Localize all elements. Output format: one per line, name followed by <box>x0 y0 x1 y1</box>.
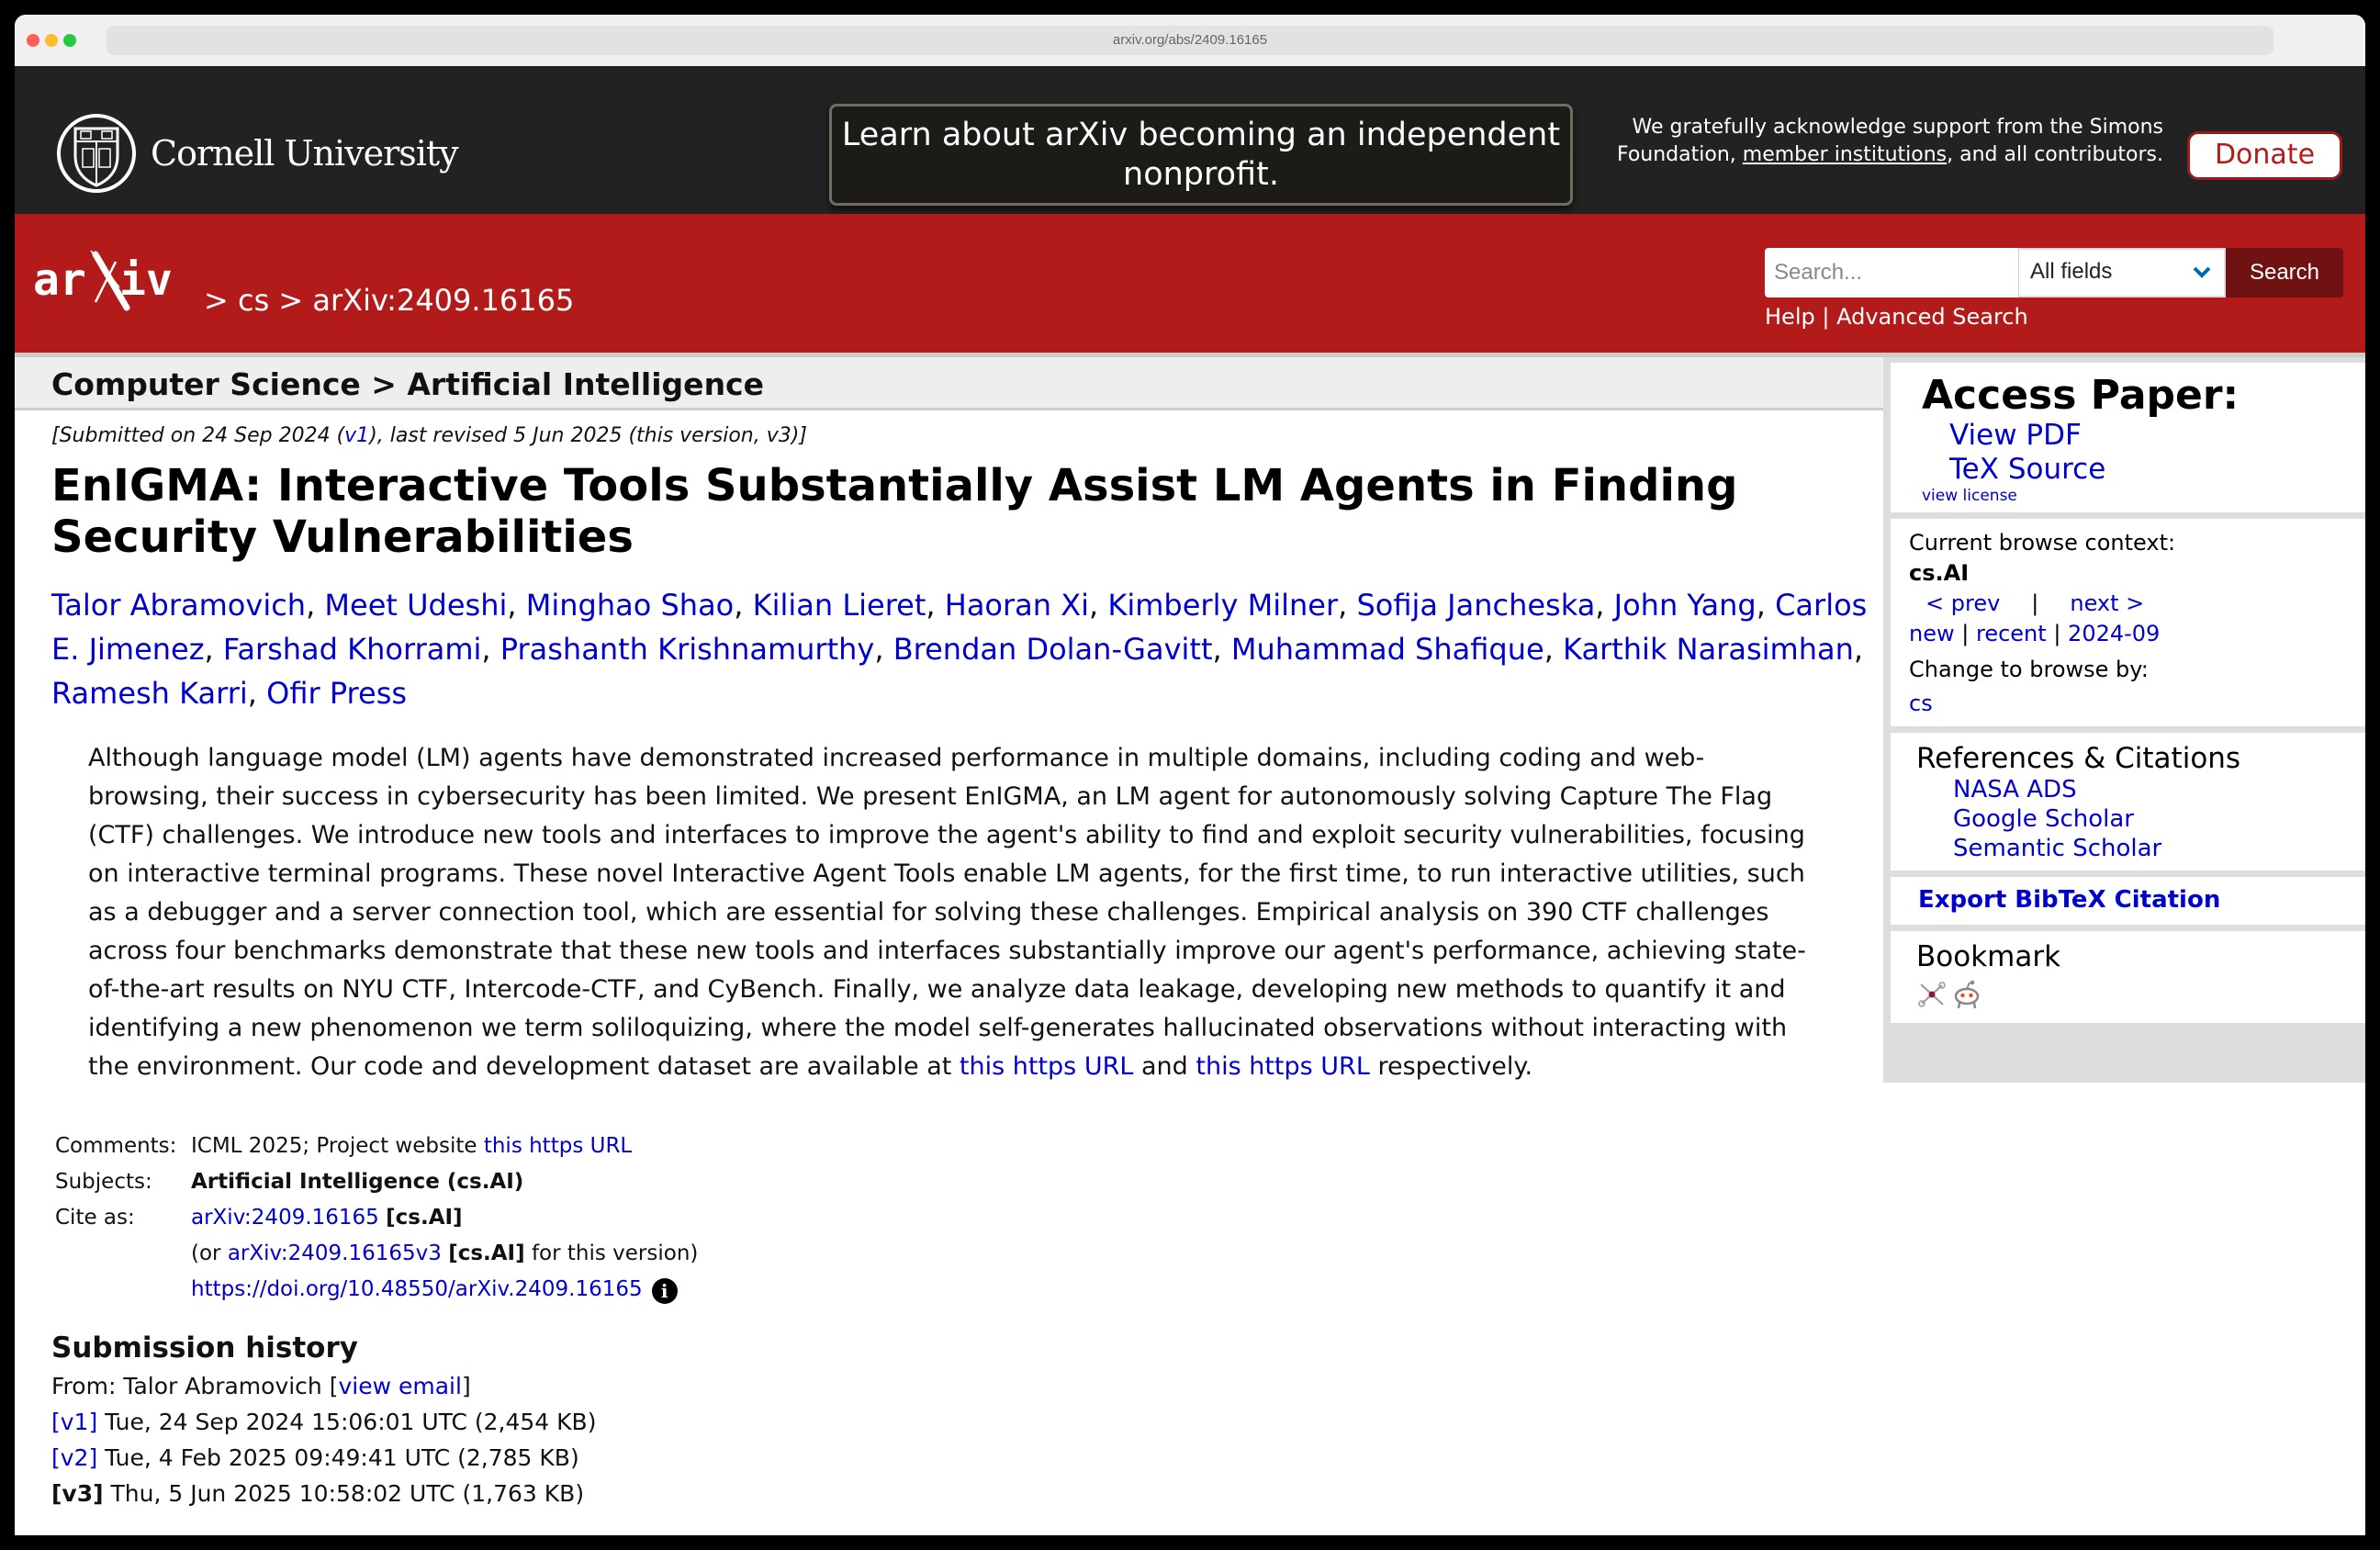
header-breadcrumb: > cs > arXiv:2409.16165 <box>204 283 575 318</box>
cite-id-link[interactable]: arXiv:2409.16165 <box>191 1206 379 1230</box>
browse-context-box: Current browse context: cs.AI < prev | next > new | recent | 2024-09 Change to browse by: cs <box>1891 519 2365 726</box>
prev-link[interactable]: < prev <box>1925 590 2001 616</box>
nonprofit-banner-link[interactable]: Learn about arXiv becoming an independent nonprofit. <box>829 104 1573 206</box>
svg-text:ar: ar <box>33 254 86 306</box>
help-link[interactable]: Help <box>1765 304 1815 330</box>
nasa-ads-link[interactable]: NASA ADS <box>1953 776 2077 803</box>
author-link[interactable]: Carlos E. Jimenez <box>51 588 1868 667</box>
author-link[interactable]: Sofija Jancheska <box>1356 588 1596 623</box>
submission-history-heading: Submission history <box>51 1331 358 1365</box>
next-link[interactable]: next > <box>2070 590 2145 616</box>
tex-source-link[interactable]: TeX Source <box>1949 453 2106 486</box>
access-paper-heading: Access Paper: <box>1922 372 2240 419</box>
author-link[interactable]: Ofir Press <box>266 676 408 711</box>
month-link[interactable]: 2024-09 <box>2068 621 2161 646</box>
doi-link[interactable]: https://doi.org/10.48550/arXiv.2409.16165 <box>191 1277 643 1301</box>
search-help-links: Help | Advanced Search <box>1765 304 2028 330</box>
author-link[interactable]: Minghao Shao <box>525 588 735 623</box>
author-link[interactable]: Talor Abramovich <box>51 588 307 623</box>
metadata-table: Comments: ICML 2025; Project website this https URL Subjects: Artificial Intelligence (cs.AI) Cite as: arXiv:2409.16165 [cs.AI] (or arXiv:2409.16165v3 [cs.AI] for this version) https://doi.org/10.48550/arXiv.2409.16165 i <box>55 1129 1883 1308</box>
submission-history <box>51 1368 1883 1511</box>
author-link[interactable]: John Yang <box>1613 588 1757 623</box>
browser-window <box>15 15 2365 1535</box>
breadcrumb-paper-id: arXiv:2409.16165 <box>312 283 575 318</box>
search-button[interactable]: Search <box>2226 248 2343 298</box>
institution-name: Cornell University <box>151 133 458 174</box>
submission-dateline: [Submitted on 24 Sep 2024 (v1), last revised 5 Jun 2025 (this version, v3)] <box>51 424 807 447</box>
search-form <box>1765 248 2343 298</box>
search-input[interactable] <box>1765 248 2018 298</box>
close-window-button[interactable] <box>27 34 39 47</box>
dataset-url-link[interactable]: this https URL <box>1196 1052 1370 1081</box>
version-list <box>51 1404 1883 1511</box>
support-acknowledgement: We gratefully acknowledge support from the Simons Foundation, member institutions, and all contributors. <box>1616 116 2163 166</box>
view-license-link[interactable]: view license <box>1922 487 2017 505</box>
arxiv-header <box>15 214 2365 353</box>
version-label[interactable]: [v2] <box>51 1444 98 1471</box>
project-website-link[interactable]: this https URL <box>483 1134 633 1158</box>
window-controls <box>27 34 76 47</box>
author-link[interactable]: Kilian Lieret <box>752 588 926 623</box>
version-label[interactable]: [v1] <box>51 1409 98 1435</box>
version-entry: [v1] Tue, 24 Sep 2024 15:06:01 UTC (2,454 KB) <box>51 1409 597 1435</box>
submitter: From: Talor Abramovich [view email] <box>51 1373 471 1399</box>
export-bibtex-link[interactable]: Export BibTeX Citation <box>1918 886 2221 914</box>
abstract: Although language model (LM) agents have demonstrated increased performance in multiple domains, including coding and web-browsing, their success in cybersecurity has been limited. We present EnIGMA, an LM agent for autonomously solving Capture The Flag (CTF) challenges. We introduce new tools and interfaces to improve the agent's ability to find and exploit security vulnerabilities, focusing on interactive terminal programs. These novel Interactive Agent Tools enable LM agents, for the first time, to run interactive utilities, such as a debugger and a server connection tool, which are essential for solving these challenges. Empirical analysis on 390 CTF challenges across four benchmarks demonstrate that these new tools and interfaces substantially improve our agent's performance, achieving state-of-the-art results on NYU CTF, Intercode-CTF, and CyBench. Finally, we analyze data leakage, developing new methods to quantify it and identifying a new phenomenon we term soliloquizing, where the model self-generates hallucinated observations without interacting with the environment. Our code and development dataset are available at this https URL and this https URL respectively. <box>88 744 1806 1081</box>
browse-cs-link[interactable]: cs <box>1909 691 1933 716</box>
address-bar[interactable]: arxiv.org/abs/2409.16165 <box>107 26 2273 55</box>
paper-main <box>51 419 1883 1511</box>
browse-context-value: cs.AI <box>1909 560 1970 586</box>
version-entry: [v2] Tue, 4 Feb 2025 09:49:41 UTC (2,785 KB) <box>51 1444 579 1471</box>
code-url-link[interactable]: this https URL <box>959 1052 1134 1081</box>
subject-breadcrumb: Computer Science > Artificial Intelligence <box>51 366 764 402</box>
version-entry: [v3] Thu, 5 Jun 2025 10:58:02 UTC (1,763 KB) <box>51 1480 585 1507</box>
author-link[interactable]: Prashanth Krishnamurthy <box>500 632 875 667</box>
arxiv-logo-icon[interactable] <box>31 241 178 315</box>
version-label: [v3] <box>51 1480 104 1507</box>
browser-chrome <box>15 15 2365 66</box>
author-link[interactable]: Karthik Narasimhan <box>1563 632 1854 667</box>
v1-link[interactable]: v1 <box>344 424 370 447</box>
cornell-logo-link[interactable] <box>55 112 458 195</box>
subject-header <box>15 357 1883 410</box>
bibtex-box <box>1891 877 2365 925</box>
cite-version-link[interactable]: arXiv:2409.16165v3 <box>227 1241 442 1265</box>
comments-row: Comments: ICML 2025; Project website this https URL <box>55 1134 633 1158</box>
sidebar <box>1883 357 2365 1083</box>
author-link[interactable]: Farshad Khorrami <box>222 632 482 667</box>
cite-as-row: Cite as: arXiv:2409.16165 [cs.AI] <box>55 1206 463 1230</box>
institution-header <box>15 66 2365 214</box>
references-box <box>1891 733 2365 870</box>
author-link[interactable]: Kimberly Milner <box>1107 588 1339 623</box>
author-link[interactable]: Brendan Dolan-Gavitt <box>892 632 1213 667</box>
minimize-window-button[interactable] <box>45 34 58 47</box>
primary-subject: Artificial Intelligence (cs.AI) <box>191 1170 524 1194</box>
maximize-window-button[interactable] <box>63 34 76 47</box>
search-field-select[interactable]: All fields <box>2018 248 2226 298</box>
access-paper-box <box>1891 363 2365 512</box>
advanced-search-link[interactable]: Advanced Search <box>1836 304 2028 330</box>
subjects-row: Subjects: Artificial Intelligence (cs.AI) <box>55 1164 1883 1200</box>
references-heading: References & Citations <box>1916 742 2241 775</box>
author-link[interactable]: Meet Udeshi <box>324 588 508 623</box>
cornell-seal-icon <box>55 112 138 195</box>
bookmark-heading: Bookmark <box>1916 940 2061 973</box>
breadcrumb-cs-link[interactable]: cs <box>237 283 270 318</box>
new-link[interactable]: new <box>1909 621 1955 646</box>
reddit-icon[interactable] <box>1951 979 1982 1010</box>
donate-button[interactable]: Donate <box>2187 131 2342 180</box>
google-scholar-link[interactable]: Google Scholar <box>1953 805 2134 833</box>
member-institutions-link[interactable]: member institutions <box>1742 143 1948 166</box>
view-pdf-link[interactable]: View PDF <box>1949 419 2082 452</box>
recent-link[interactable]: recent <box>1975 621 2047 646</box>
bookmark-box <box>1891 931 2365 1023</box>
author-link[interactable]: Ramesh Karri <box>51 676 248 711</box>
author-link[interactable]: Haoran Xi <box>944 588 1090 623</box>
bibsonomy-icon[interactable] <box>1916 979 1948 1010</box>
paper-title: EnIGMA: Interactive Tools Substantially Assist LM Agents in Finding Security Vulnerabilities <box>51 460 1738 563</box>
author-link[interactable]: Muhammad Shafique <box>1230 632 1544 667</box>
info-icon[interactable]: i <box>652 1278 678 1304</box>
author-list: Talor Abramovich, Meet Udeshi, Minghao Shao, Kilian Lieret, Haoran Xi, Kimberly Milner, Sofija Jancheska, John Yang, Carlos E. Jimenez, Farshad Khorrami, Prashanth Krishnamurthy, Brendan Dolan-Gavitt, Muhammad Shafique, Karthik Narasimhan, Ramesh Karri, Ofir Press <box>51 588 1868 711</box>
chevron-down-icon <box>2193 263 2211 281</box>
semantic-scholar-link[interactable]: Semantic Scholar <box>1953 835 2162 862</box>
view-email-link[interactable]: view email <box>338 1373 462 1399</box>
svg-text:iv: iv <box>119 254 173 306</box>
